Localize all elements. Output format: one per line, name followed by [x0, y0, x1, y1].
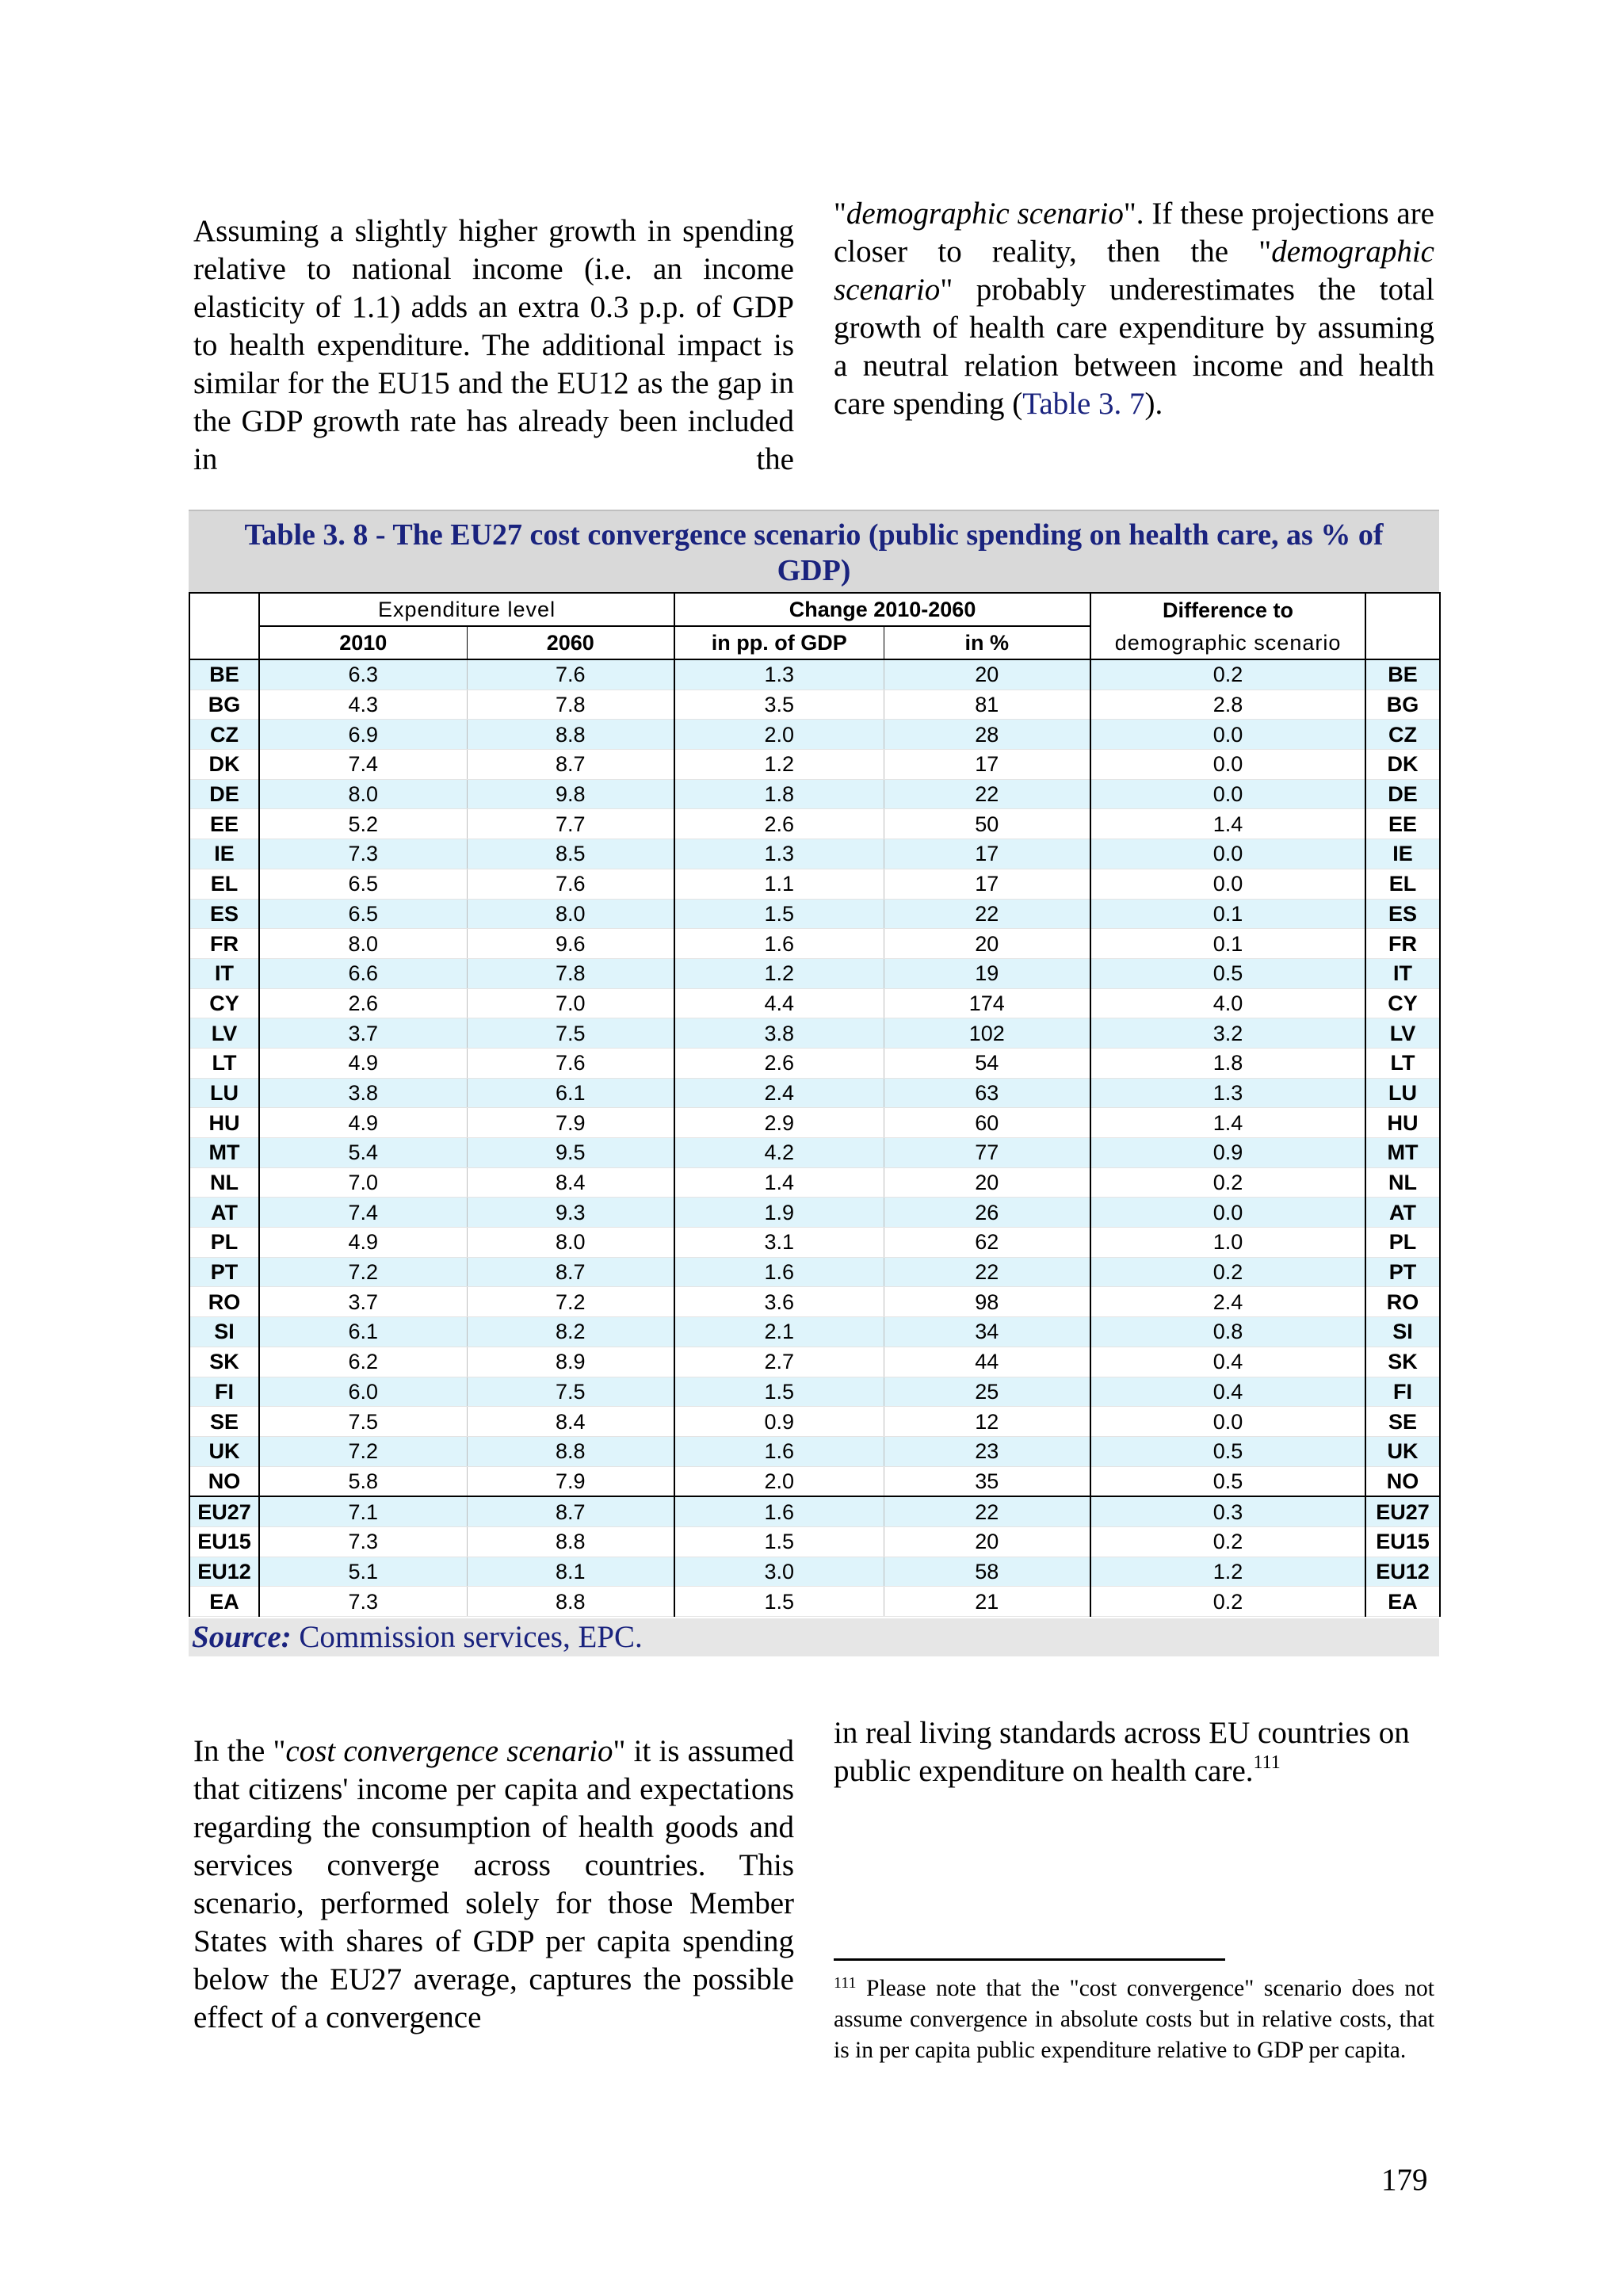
change-pp: 1.3 [674, 659, 884, 690]
country-code-right: SE [1365, 1407, 1440, 1437]
difference-demographic: 1.4 [1090, 1108, 1365, 1138]
difference-demographic: 0.5 [1090, 1466, 1365, 1496]
value-2060: 8.1 [467, 1557, 674, 1587]
change-pp: 1.6 [674, 1436, 884, 1466]
country-code: NO [189, 1466, 259, 1496]
country-code: CY [189, 988, 259, 1018]
value-2060: 7.7 [467, 809, 674, 839]
table-row [189, 1347, 1440, 1377]
value-2010: 4.3 [259, 690, 467, 720]
difference-demographic: 0.1 [1090, 929, 1365, 959]
table-row [189, 1466, 1440, 1496]
difference-demographic: 0.2 [1090, 1167, 1365, 1198]
country-code: RO [189, 1287, 259, 1317]
table-row [189, 869, 1440, 899]
country-code: UK [189, 1436, 259, 1466]
value-2060: 9.8 [467, 779, 674, 809]
country-code-right: EU15 [1365, 1526, 1440, 1557]
country-code: HU [189, 1108, 259, 1138]
change-pp: 1.5 [674, 1377, 884, 1407]
change-pp: 1.3 [674, 839, 884, 869]
table-row [189, 1198, 1440, 1228]
country-code: EA [189, 1587, 259, 1617]
value-2010: 7.4 [259, 1198, 467, 1228]
country-code: LU [189, 1078, 259, 1108]
change-pp: 1.9 [674, 1198, 884, 1228]
corner-cell [189, 593, 259, 659]
change-pct: 54 [884, 1048, 1090, 1078]
country-code-right: NO [1365, 1466, 1440, 1496]
table-row [189, 1557, 1440, 1587]
change-pp: 4.4 [674, 988, 884, 1018]
table-row [189, 1018, 1440, 1049]
difference-demographic: 0.0 [1090, 869, 1365, 899]
country-code: LV [189, 1018, 259, 1049]
table-row [189, 659, 1440, 690]
value-2060: 8.0 [467, 1228, 674, 1258]
value-2010: 6.1 [259, 1317, 467, 1347]
country-code: SK [189, 1347, 259, 1377]
country-code-right: EL [1365, 869, 1440, 899]
value-2060: 8.7 [467, 750, 674, 780]
value-2060: 7.6 [467, 869, 674, 899]
table-row [189, 1078, 1440, 1108]
header-2060: 2060 [467, 626, 674, 659]
difference-demographic: 0.2 [1090, 1587, 1365, 1617]
value-2010: 6.5 [259, 899, 467, 929]
difference-demographic: 1.3 [1090, 1078, 1365, 1108]
header-expenditure: Expenditure level [259, 593, 674, 626]
change-pp: 1.6 [674, 1257, 884, 1287]
value-2010: 6.3 [259, 659, 467, 690]
country-code: PL [189, 1228, 259, 1258]
difference-demographic: 0.2 [1090, 659, 1365, 690]
difference-demographic: 0.2 [1090, 1257, 1365, 1287]
change-pp: 3.5 [674, 690, 884, 720]
country-code: EU27 [189, 1496, 259, 1526]
change-pct: 58 [884, 1557, 1090, 1587]
value-2010: 7.0 [259, 1167, 467, 1198]
country-code-right: BE [1365, 659, 1440, 690]
value-2060: 7.8 [467, 690, 674, 720]
difference-demographic: 1.4 [1090, 809, 1365, 839]
value-2010: 4.9 [259, 1108, 467, 1138]
change-pct: 26 [884, 1198, 1090, 1228]
change-pp: 2.6 [674, 809, 884, 839]
change-pct: 60 [884, 1108, 1090, 1138]
country-code: SE [189, 1407, 259, 1437]
change-pct: 22 [884, 1496, 1090, 1526]
value-2010: 6.9 [259, 720, 467, 750]
value-2060: 8.7 [467, 1496, 674, 1526]
difference-demographic: 4.0 [1090, 988, 1365, 1018]
value-2060: 8.8 [467, 1526, 674, 1557]
country-code: EE [189, 809, 259, 839]
difference-demographic: 0.8 [1090, 1317, 1365, 1347]
change-pp: 1.2 [674, 958, 884, 988]
change-pct: 174 [884, 988, 1090, 1018]
country-code-right: EU12 [1365, 1557, 1440, 1587]
footnote-separator [834, 1958, 1225, 1961]
change-pct: 22 [884, 1257, 1090, 1287]
paragraph-bottom-right: in real living standards across EU countries on public expenditure on health care.$^{111}$ [834, 1716, 1410, 1788]
country-code-right: PT [1365, 1257, 1440, 1287]
country-code-right: IE [1365, 839, 1440, 869]
change-pct: 17 [884, 750, 1090, 780]
change-pct: 77 [884, 1138, 1090, 1168]
difference-demographic: 0.1 [1090, 899, 1365, 929]
table-row [189, 1138, 1440, 1168]
table-body [189, 659, 1440, 1617]
country-code: CZ [189, 720, 259, 750]
value-2060: 7.2 [467, 1287, 674, 1317]
value-2010: 2.6 [259, 988, 467, 1018]
country-code-right: LV [1365, 1018, 1440, 1049]
change-pp: 1.4 [674, 1167, 884, 1198]
table-row [189, 1287, 1440, 1317]
table-row [189, 988, 1440, 1018]
country-code-right: RO [1365, 1287, 1440, 1317]
change-pp: 1.8 [674, 779, 884, 809]
country-code-right: ES [1365, 899, 1440, 929]
value-2010: 3.7 [259, 1018, 467, 1049]
country-code-right: FI [1365, 1377, 1440, 1407]
change-pct: 81 [884, 690, 1090, 720]
footnote [834, 1973, 1434, 2066]
table-caption: Table 3. 8 - The EU27 cost convergence scenario (public spending on health care, as % of GDP) [189, 510, 1439, 592]
value-2010: 5.2 [259, 809, 467, 839]
value-2060: 6.1 [467, 1078, 674, 1108]
country-code: ES [189, 899, 259, 929]
footnote-marker[interactable]: 111 [1253, 1752, 1281, 1773]
country-code-right: UK [1365, 1436, 1440, 1466]
value-2010: 7.1 [259, 1496, 467, 1526]
country-code-right: DE [1365, 779, 1440, 809]
value-2010: 7.2 [259, 1436, 467, 1466]
country-code-right: PL [1365, 1228, 1440, 1258]
change-pct: 12 [884, 1407, 1090, 1437]
change-pp: 1.5 [674, 899, 884, 929]
table-row [189, 1407, 1440, 1437]
change-pct: 35 [884, 1466, 1090, 1496]
table-reference-link[interactable]: Table 3. 7 [1022, 387, 1145, 421]
country-code-right: CY [1365, 988, 1440, 1018]
change-pct: 63 [884, 1078, 1090, 1108]
change-pct: 17 [884, 869, 1090, 899]
table-row [189, 958, 1440, 988]
difference-demographic: 1.0 [1090, 1228, 1365, 1258]
paragraph-text: Assuming a slightly higher growth in spending relative to national income (i.e. an income elasticity of 1.1) adds an extra 0.3 p.p. of GDP to health expenditure. The additional impact is similar for the EU15 and the EU12 as the gap in the GDP growth rate has already been included in the [193, 214, 794, 476]
value-2060: 7.5 [467, 1018, 674, 1049]
value-2010: 4.9 [259, 1048, 467, 1078]
value-2060: 8.4 [467, 1167, 674, 1198]
change-pct: 102 [884, 1018, 1090, 1049]
country-code-right: EA [1365, 1587, 1440, 1617]
country-code-right: LU [1365, 1078, 1440, 1108]
change-pct: 19 [884, 958, 1090, 988]
emphasis: demographic scenario [834, 235, 1434, 307]
value-2010: 7.3 [259, 1587, 467, 1617]
value-2010: 5.4 [259, 1138, 467, 1168]
difference-demographic: 3.2 [1090, 1018, 1365, 1049]
value-2010: 6.5 [259, 869, 467, 899]
country-code-right: EU27 [1365, 1496, 1440, 1526]
country-code: FI [189, 1377, 259, 1407]
difference-demographic: 1.2 [1090, 1557, 1365, 1587]
change-pct: 22 [884, 899, 1090, 929]
value-2060: 8.4 [467, 1407, 674, 1437]
value-2010: 3.7 [259, 1287, 467, 1317]
table-row [189, 899, 1440, 929]
change-pct: 44 [884, 1347, 1090, 1377]
country-code: PT [189, 1257, 259, 1287]
country-code-right: DK [1365, 750, 1440, 780]
value-2060: 8.2 [467, 1317, 674, 1347]
table-row [189, 1108, 1440, 1138]
difference-demographic: 0.0 [1090, 1407, 1365, 1437]
paragraph-bottom-left: In the "cost convergence scenario" it is assumed that citizens' income per capita and expectations regarding the consumption of health goods and services converge across countries. This scenario, performed solely for those Member States with shares of GDP per capita spending below the EU27 average, captures the possible effect of a convergence [193, 1734, 794, 2034]
change-pct: 25 [884, 1377, 1090, 1407]
table-row [189, 1496, 1440, 1526]
country-code: EL [189, 869, 259, 899]
country-code-right: HU [1365, 1108, 1440, 1138]
value-2010: 4.9 [259, 1228, 467, 1258]
emphasis: cost convergence scenario [285, 1734, 613, 1768]
difference-demographic: 2.8 [1090, 690, 1365, 720]
value-2060: 9.3 [467, 1198, 674, 1228]
value-2060: 7.6 [467, 1048, 674, 1078]
change-pp: 2.0 [674, 1466, 884, 1496]
difference-demographic: 0.0 [1090, 779, 1365, 809]
difference-demographic: 2.4 [1090, 1287, 1365, 1317]
difference-demographic: 0.5 [1090, 958, 1365, 988]
change-pp: 1.2 [674, 750, 884, 780]
page-number: 179 [1381, 2163, 1428, 2197]
change-pp: 2.0 [674, 720, 884, 750]
table-row [189, 779, 1440, 809]
country-code: AT [189, 1198, 259, 1228]
value-2010: 3.8 [259, 1078, 467, 1108]
country-code: EU12 [189, 1557, 259, 1587]
change-pct: 21 [884, 1587, 1090, 1617]
country-code-right: IT [1365, 958, 1440, 988]
country-code: MT [189, 1138, 259, 1168]
change-pct: 23 [884, 1436, 1090, 1466]
country-code: IT [189, 958, 259, 988]
source-label: Source: [192, 1620, 292, 1654]
change-pp: 3.8 [674, 1018, 884, 1049]
difference-demographic: 0.9 [1090, 1138, 1365, 1168]
country-code-right: BG [1365, 690, 1440, 720]
value-2010: 5.1 [259, 1557, 467, 1587]
country-code-right: CZ [1365, 720, 1440, 750]
difference-demographic: 0.0 [1090, 839, 1365, 869]
country-code: BG [189, 690, 259, 720]
change-pct: 62 [884, 1228, 1090, 1258]
difference-demographic: 0.0 [1090, 750, 1365, 780]
table-row [189, 1317, 1440, 1347]
difference-demographic: 0.0 [1090, 1198, 1365, 1228]
value-2060: 9.5 [467, 1138, 674, 1168]
change-pct: 20 [884, 659, 1090, 690]
country-code: SI [189, 1317, 259, 1347]
country-code-right: AT [1365, 1198, 1440, 1228]
change-pp: 1.6 [674, 1496, 884, 1526]
table-row [189, 750, 1440, 780]
value-2010: 7.3 [259, 839, 467, 869]
table-row [189, 809, 1440, 839]
value-2060: 8.7 [467, 1257, 674, 1287]
header-demographic-scenario: demographic scenario [1090, 626, 1365, 659]
difference-demographic: 0.5 [1090, 1436, 1365, 1466]
change-pp: 2.6 [674, 1048, 884, 1078]
value-2060: 7.5 [467, 1377, 674, 1407]
change-pp: 2.1 [674, 1317, 884, 1347]
value-2060: 7.8 [467, 958, 674, 988]
change-pp: 3.0 [674, 1557, 884, 1587]
header-percent: in % [884, 626, 1090, 659]
emphasis: demographic scenario [846, 197, 1124, 231]
difference-demographic: 0.2 [1090, 1526, 1365, 1557]
difference-demographic: 1.8 [1090, 1048, 1365, 1078]
table-3-8 [189, 510, 1439, 1656]
sub-header-row [189, 626, 1440, 659]
country-code-right: MT [1365, 1138, 1440, 1168]
value-2010: 5.8 [259, 1466, 467, 1496]
value-2060: 8.0 [467, 899, 674, 929]
table-row [189, 1436, 1440, 1466]
change-pp: 2.4 [674, 1078, 884, 1108]
change-pp: 3.6 [674, 1287, 884, 1317]
change-pct: 20 [884, 1167, 1090, 1198]
paragraph-top-right: "demographic scenario". If these projections are closer to reality, then the "demographic scenario" probably underestimates the total growth of health care expenditure by assuming a neutral relation between income and health care spending (Table 3. 7). [834, 197, 1434, 421]
difference-demographic: 0.3 [1090, 1496, 1365, 1526]
value-2060: 8.8 [467, 720, 674, 750]
difference-demographic: 0.4 [1090, 1347, 1365, 1377]
value-2060: 7.0 [467, 988, 674, 1018]
country-code-right: SK [1365, 1347, 1440, 1377]
change-pct: 20 [884, 1526, 1090, 1557]
table-row [189, 1377, 1440, 1407]
change-pct: 17 [884, 839, 1090, 869]
country-code-right: LT [1365, 1048, 1440, 1078]
difference-demographic: 0.0 [1090, 720, 1365, 750]
value-2010: 8.0 [259, 929, 467, 959]
table-row [189, 1048, 1440, 1078]
value-2060: 8.8 [467, 1436, 674, 1466]
data-table [189, 592, 1441, 1617]
paragraph-top-left [193, 212, 794, 479]
difference-demographic: 0.4 [1090, 1377, 1365, 1407]
group-header-row [189, 593, 1440, 626]
country-code: DE [189, 779, 259, 809]
change-pct: 20 [884, 929, 1090, 959]
table-row [189, 720, 1440, 750]
table-row [189, 929, 1440, 959]
country-code: DK [189, 750, 259, 780]
country-code-right: FR [1365, 929, 1440, 959]
change-pp: 4.2 [674, 1138, 884, 1168]
table-row [189, 1228, 1440, 1258]
country-code-right: EE [1365, 809, 1440, 839]
change-pp: 1.1 [674, 869, 884, 899]
footnote-number: 111 [834, 1974, 857, 1992]
table-row [189, 690, 1440, 720]
header-pp-gdp: in pp. of GDP [674, 626, 884, 659]
value-2060: 9.6 [467, 929, 674, 959]
table-source [189, 1618, 1439, 1656]
country-code: EU15 [189, 1526, 259, 1557]
change-pct: 22 [884, 779, 1090, 809]
change-pp: 3.1 [674, 1228, 884, 1258]
change-pct: 34 [884, 1317, 1090, 1347]
country-code: NL [189, 1167, 259, 1198]
header-2010: 2010 [259, 626, 467, 659]
header-change: Change 2010-2060 [674, 593, 1090, 626]
change-pp: 0.9 [674, 1407, 884, 1437]
header-difference: Difference to [1090, 593, 1365, 626]
value-2010: 8.0 [259, 779, 467, 809]
value-2010: 6.2 [259, 1347, 467, 1377]
change-pct: 50 [884, 809, 1090, 839]
footnote-text: Please note that the "cost convergence" scenario does not assume convergence in absolute costs but in relative costs, that is in per capita public expenditure relative to GDP per capita. [834, 1976, 1434, 2063]
table-row [189, 1587, 1440, 1617]
corner-cell-right [1365, 593, 1440, 659]
value-2060: 7.9 [467, 1466, 674, 1496]
change-pp: 2.9 [674, 1108, 884, 1138]
change-pp: 1.5 [674, 1587, 884, 1617]
value-2060: 7.6 [467, 659, 674, 690]
table-row [189, 1167, 1440, 1198]
table-row [189, 1526, 1440, 1557]
value-2060: 8.9 [467, 1347, 674, 1377]
table-row [189, 1257, 1440, 1287]
value-2010: 7.4 [259, 750, 467, 780]
change-pct: 98 [884, 1287, 1090, 1317]
value-2010: 7.3 [259, 1526, 467, 1557]
table-row [189, 839, 1440, 869]
source-text: Commission services, EPC. [291, 1620, 643, 1654]
change-pp: 2.7 [674, 1347, 884, 1377]
value-2060: 7.9 [467, 1108, 674, 1138]
value-2010: 7.5 [259, 1407, 467, 1437]
change-pp: 1.5 [674, 1526, 884, 1557]
country-code-right: SI [1365, 1317, 1440, 1347]
value-2010: 6.6 [259, 958, 467, 988]
country-code: FR [189, 929, 259, 959]
value-2010: 6.0 [259, 1377, 467, 1407]
change-pp: 1.6 [674, 929, 884, 959]
country-code: IE [189, 839, 259, 869]
value-2060: 8.5 [467, 839, 674, 869]
change-pct: 28 [884, 720, 1090, 750]
country-code-right: NL [1365, 1167, 1440, 1198]
value-2010: 7.2 [259, 1257, 467, 1287]
country-code: LT [189, 1048, 259, 1078]
value-2060: 8.8 [467, 1587, 674, 1617]
country-code: BE [189, 659, 259, 690]
